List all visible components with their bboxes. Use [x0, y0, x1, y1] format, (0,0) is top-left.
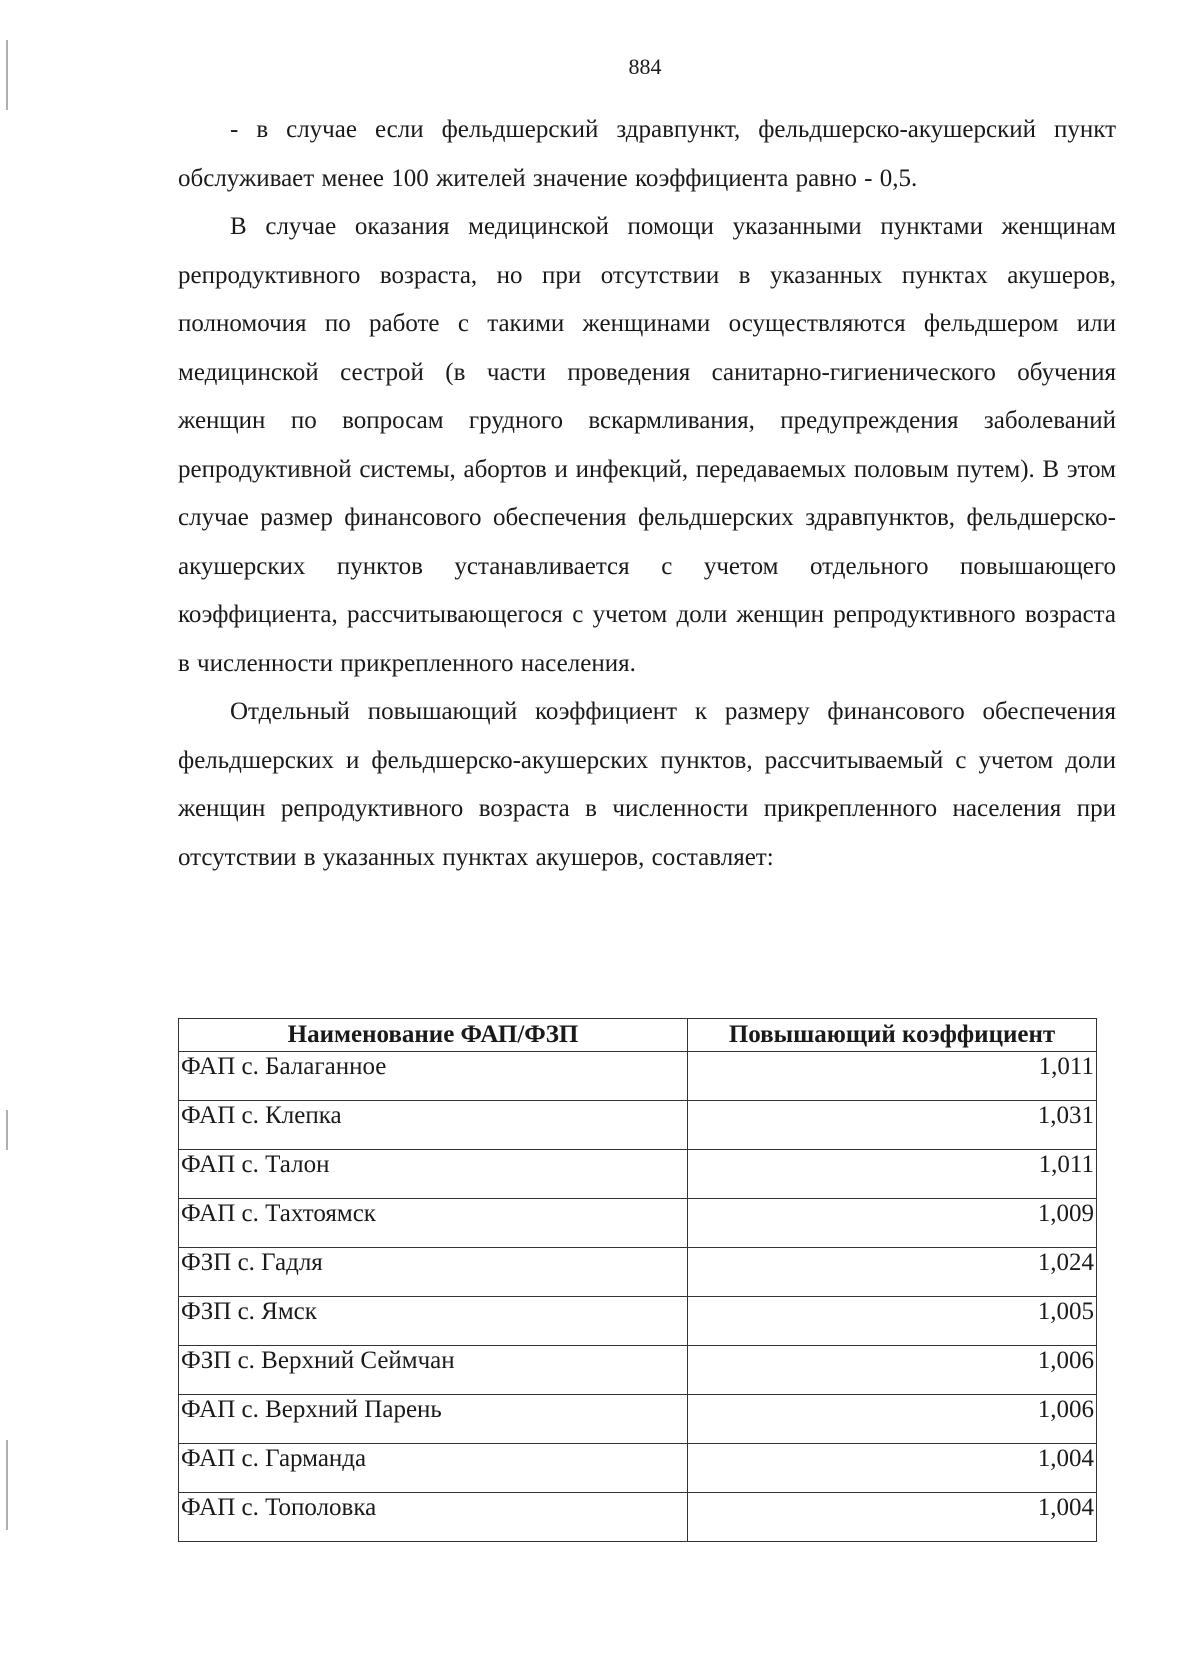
facility-name: ФАП с. Клепка [179, 1101, 688, 1150]
facility-name: ФЗП с. Верхний Сеймчан [179, 1346, 688, 1395]
coefficient-value: 1,004 [688, 1493, 1097, 1542]
coefficient-value: 1,031 [688, 1101, 1097, 1150]
facility-name: ФАП с. Гарманда [179, 1444, 688, 1493]
facility-name: ФЗП с. Гадля [179, 1248, 688, 1297]
facility-name: ФАП с. Тополовка [179, 1493, 688, 1542]
table-row [179, 1346, 1097, 1395]
table-row [179, 1101, 1097, 1150]
paragraph: - в случае если фельдшерский здравпункт, фельдшерско-акушерский пункт обслуживает менее 100 жителей значение коэффициента равно - 0,5. [178, 116, 1116, 192]
column-header-coefficient: Повышающий коэффициент [688, 1019, 1097, 1052]
coefficient-value: 1,004 [688, 1444, 1097, 1493]
table-row [179, 1297, 1097, 1346]
facility-name: ФАП с. Талон [179, 1150, 688, 1199]
table-row [179, 1493, 1097, 1542]
coefficient-value: 1,011 [688, 1150, 1097, 1199]
table-row [179, 1199, 1097, 1248]
scan-edge-mark [6, 1440, 8, 1530]
paragraph: В случае оказания медицинской помощи указанными пунктами женщинам репродуктивного возраста, но при отсутствии в указанных пунктах акушеров, полномочия по работе с такими женщинами осуществляются фельдшером или медицинской сестрой (в части проведения санитарно-гигиенического обучения женщин по вопросам грудного вскармливания, предупреждения заболеваний репродуктивной системы, абортов и инфекций, передаваемых половым путем). В этом случае размер финансового обеспечения фельдшерских здравпунктов, фельдшерско-акушерских пунктов устанавливается с учетом отдельного повышающего коэффициента, рассчитывающегося с учетом доли женщин репродуктивного возраста в численности прикрепленного населения. [178, 213, 1116, 677]
facility-name: ФЗП с. Ямск [179, 1297, 688, 1346]
paragraph: Отдельный повышающий коэффициент к размеру финансового обеспечения фельдшерских и фельдшерско-акушерских пунктов, рассчитываемый с учетом доли женщин репродуктивного возраста в численности прикрепленного населения при отсутствии в указанных пунктах акушеров, составляет: [178, 698, 1116, 871]
table-row [179, 1395, 1097, 1444]
coefficient-value: 1,009 [688, 1199, 1097, 1248]
table-row [179, 1052, 1097, 1101]
facility-name: ФАП с. Верхний Парень [179, 1395, 688, 1444]
table-row [179, 1150, 1097, 1199]
facility-name: ФАП с. Балаганное [179, 1052, 688, 1101]
coefficient-value: 1,006 [688, 1346, 1097, 1395]
facility-name: ФАП с. Тахтоямск [179, 1199, 688, 1248]
coefficient-value: 1,011 [688, 1052, 1097, 1101]
coefficient-value: 1,024 [688, 1248, 1097, 1297]
table-row [179, 1248, 1097, 1297]
table-header-row [179, 1019, 1097, 1052]
coefficient-value: 1,006 [688, 1395, 1097, 1444]
coefficient-value: 1,005 [688, 1297, 1097, 1346]
column-header-name: Наименование ФАП/ФЗП [179, 1019, 688, 1052]
page-number: 884 [628, 54, 662, 79]
table-row [179, 1444, 1097, 1493]
coefficient-table [178, 1018, 1097, 1542]
document-body [178, 106, 1116, 882]
scan-edge-mark [6, 1110, 8, 1150]
